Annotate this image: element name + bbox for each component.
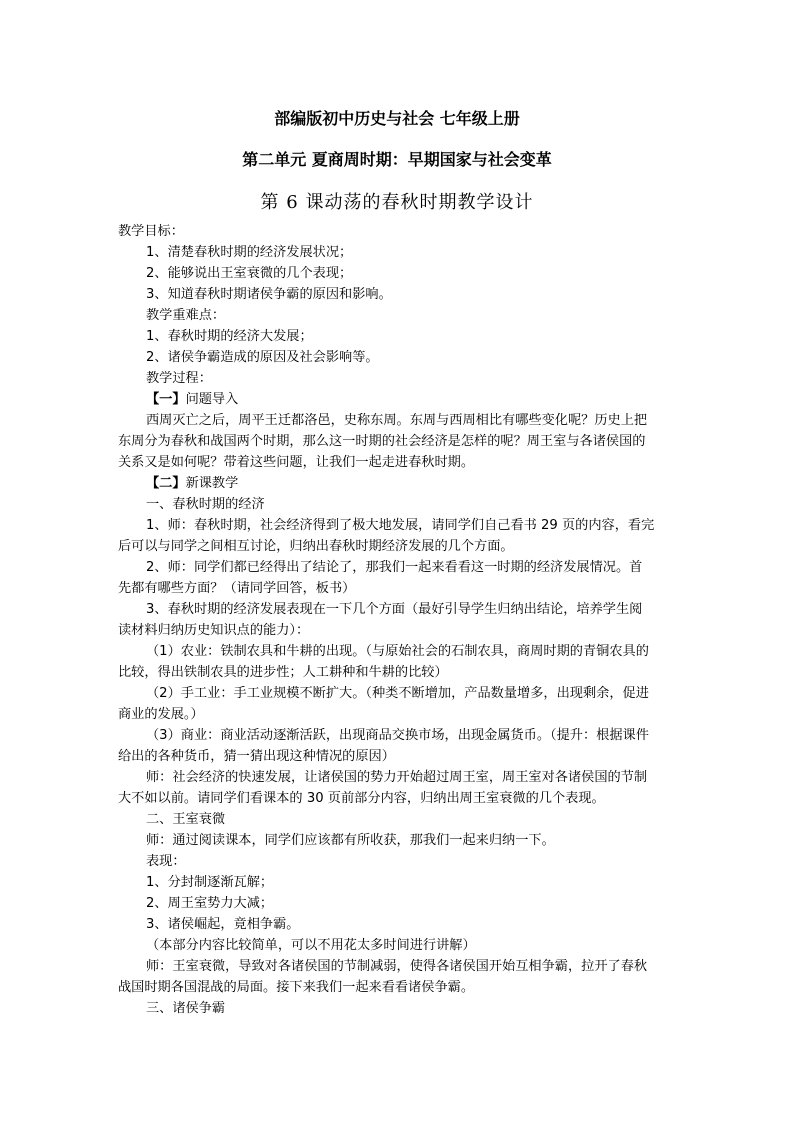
text-line: 商业的发展。） bbox=[118, 707, 204, 722]
text-line: 1、清楚春秋时期的经济发展状况； bbox=[146, 245, 353, 260]
text-line: 教学重难点： bbox=[146, 308, 226, 323]
text-line: 1、分封制逐渐瓦解； bbox=[146, 875, 274, 890]
text-line: 战国时期各国混战的局面。接下来我们一起来看看诸侯争霸。 bbox=[118, 980, 475, 995]
text-line: 表现： bbox=[146, 854, 186, 869]
text-line: 西周灭亡之后，周平王迁都洛邑，史称东周。东周与西周相比有哪些变化呢？历史上把 bbox=[146, 413, 648, 428]
text-line: 教学过程： bbox=[146, 371, 212, 386]
book-title: 部编版初中历史与社会 七年级上册 bbox=[274, 109, 520, 128]
text-line: 3、诸侯崛起，竟相争霸。 bbox=[146, 917, 300, 932]
unit-title: 第二单元 夏商周时期：早期国家与社会变革 bbox=[242, 150, 552, 169]
section-heading: 新课教学 bbox=[185, 476, 239, 491]
text-line: 二、王室衰微 bbox=[146, 812, 226, 827]
text-line: 给出的各种货币，猜一猜出现这种情况的原因） bbox=[118, 749, 395, 764]
text-line: 三、诸侯争霸 bbox=[146, 1001, 226, 1016]
text-line: 师：王室衰微，导致对各诸侯国的节制减弱，使得各诸侯国开始互相争霸，拉开了春秋 bbox=[146, 959, 648, 974]
text-line: （2）手工业：手工业规模不断扩大。（种类不断增加，产品数量增多，出现剩余，促进 bbox=[146, 686, 649, 701]
text-line: 2、周王室势力大减； bbox=[146, 896, 274, 911]
text-line: 1、师：春秋时期，社会经济得到了极大地发展，请同学们自己看书 29 页的内容，看完 bbox=[146, 518, 655, 533]
text-line: 3、春秋时期的经济发展表现在一下几个方面（最好引导学生归纳出结论，培养学生阅 bbox=[146, 602, 643, 617]
text-line: 比较，得出铁制农具的进步性；人工耕种和牛耕的比较） bbox=[118, 665, 448, 680]
text-line: 师：通过阅读课本，同学们应该都有所收获，那我们一起来归纳一下。 bbox=[146, 833, 555, 848]
text-line: 一、春秋时期的经济 bbox=[146, 497, 265, 512]
text-line: 2、诸侯争霸造成的原因及社会影响等。 bbox=[146, 350, 379, 365]
text-line: 读材料归纳历史知识点的能力）： bbox=[118, 623, 310, 638]
lesson-body bbox=[118, 221, 678, 1019]
section-marker: 【二】 bbox=[146, 476, 186, 491]
text-line: 东周分为春秋和战国两个时期，那么这一时期的社会经济是怎样的呢？周王室与各诸侯国的 bbox=[118, 434, 646, 449]
text-line: 教学目标： bbox=[118, 224, 184, 239]
text-line: （本部分内容比较简单，可以不用花太多时间进行讲解） bbox=[146, 938, 476, 953]
text-line: （1）农业：铁制农具和牛耕的出现。（与原始社会的石制农具，商周时期的青铜农具的 bbox=[146, 644, 649, 659]
section-heading: 问题导入 bbox=[185, 392, 239, 407]
text-line: （3）商业：商业活动逐渐活跃，出现商品交换市场，出现金属货币。（提升：根据课件 bbox=[146, 728, 649, 743]
text-line: 先都有哪些方面？（请同学回答，板书） bbox=[118, 581, 356, 596]
text-line: 师：社会经济的快速发展，让诸侯国的势力开始超过周王室，周王室对各诸侯国的节制 bbox=[146, 770, 648, 785]
text-line: 3、知道春秋时期诸侯争霸的原因和影响。 bbox=[146, 287, 392, 302]
lesson-title: 第 6 课动荡的春秋时期教学设计 bbox=[260, 192, 534, 213]
text-line bbox=[118, 473, 678, 494]
section-marker: 【一】 bbox=[146, 392, 186, 407]
text-line: 后可以与同学之间相互讨论，归纳出春秋时期经济发展的几个方面。 bbox=[118, 539, 514, 554]
text-line: 2、能够说出王室衰微的几个表现； bbox=[146, 266, 353, 281]
text-line bbox=[118, 389, 678, 410]
text-line: 2、师：同学们都已经得出了结论了，那我们一起来看看这一时期的经济发展情况。首 bbox=[146, 560, 643, 575]
text-line: 大不如以前。请同学们看课本的 30 页前部分内容，归纳出周王室衰微的几个表现。 bbox=[118, 791, 605, 806]
text-line: 1、春秋时期的经济大发展； bbox=[146, 329, 313, 344]
text-line: 关系又是如何呢？带着这些问题，让我们一起走进春秋时期。 bbox=[118, 455, 475, 470]
